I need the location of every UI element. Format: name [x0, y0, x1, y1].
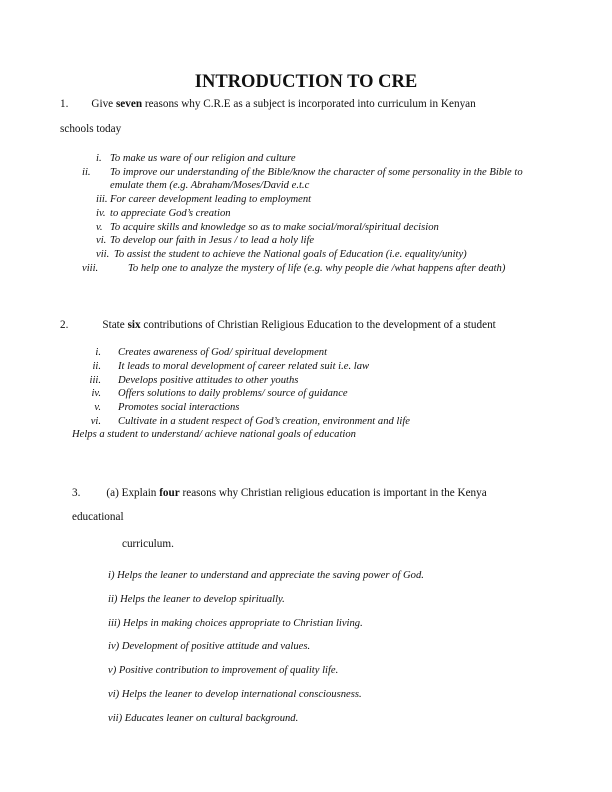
- list-item: ii. It leads to moral development of career related suit i.e. law: [92, 360, 370, 372]
- question-1-continuation: schools today: [60, 123, 122, 135]
- list-item: viii. To help one to analyze the mystery of life (e.g. why people die /what happens after death): [82, 262, 506, 274]
- question-1: 1. Give seven reasons why C.R.E as a subject is incorporated into curriculum in Kenyan: [60, 98, 476, 110]
- question-2: 2. State six contributions of Christian Religious Education to the development of a student: [60, 319, 496, 331]
- question-3-answers: [108, 564, 424, 731]
- question-number: 1.: [60, 98, 69, 110]
- question-3: 3. (a) Explain four reasons why Christian religious education is important in the Kenya: [72, 487, 487, 499]
- list-item: i. To make us ware of our religion and culture: [96, 153, 296, 164]
- list-item: iii. Develops positive attitudes to other youths: [89, 374, 299, 386]
- list-item: v) Positive contribution to improvement of quality life.: [108, 665, 339, 677]
- list-item: ii. To improve our understanding of the Bible/know the character of some personality in the Bible to emulate them (e.g. Abraham/Moses/David e.t.c: [82, 166, 523, 192]
- list-item: vii) Educates leaner on cultural background.: [108, 712, 299, 724]
- question-3-continuation-2: curriculum.: [122, 538, 174, 550]
- list-item: iv. Offers solutions to daily problems/ source of guidance: [91, 388, 348, 400]
- list-item: vi) Helps the leaner to develop international consciousness.: [108, 688, 362, 700]
- question-emphasis: six: [127, 319, 141, 331]
- page-title: INTRODUCTION TO CRE: [194, 72, 418, 92]
- list-item: ii) Helps the leaner to develop spiritually.: [108, 593, 285, 605]
- question-number: 3.: [72, 487, 81, 499]
- list-item: v. Promotes social interactions: [94, 402, 240, 414]
- list-item: iv) Development of positive attitude and values.: [108, 641, 311, 653]
- list-item: vi. To develop our faith in Jesus / to lead a holy life: [96, 235, 315, 247]
- list-item: vi. Cultivate in a student respect of God’s creation, environment and life: [90, 415, 410, 427]
- question-number: 2.: [60, 319, 69, 331]
- list-item: v. To acquire skills and knowledge so as to make social/moral/spiritual decision: [96, 221, 439, 233]
- question-emphasis: seven: [115, 98, 143, 110]
- list-item: i) Helps the leaner to understand and appreciate the saving power of God.: [108, 570, 424, 581]
- question-1-answers: [82, 152, 556, 275]
- list-item: vii. To assist the student to achieve the National goals of Education (i.e. equality/unity): [96, 248, 467, 260]
- question-2-answers: [60, 346, 410, 429]
- question-emphasis: four: [159, 487, 180, 499]
- list-item: iii. For career development leading to employment: [96, 194, 312, 206]
- question-3-continuation: educational: [72, 511, 124, 523]
- list-item: iii) Helps in making choices appropriate to Christian living.: [108, 617, 363, 629]
- list-item: iv. to appreciate God’s creation: [96, 207, 231, 219]
- list-item: i. Creates awareness of God/ spiritual development: [95, 347, 328, 358]
- question-2-extra-answer: Helps a student to understand/ achieve national goals of education: [72, 429, 356, 440]
